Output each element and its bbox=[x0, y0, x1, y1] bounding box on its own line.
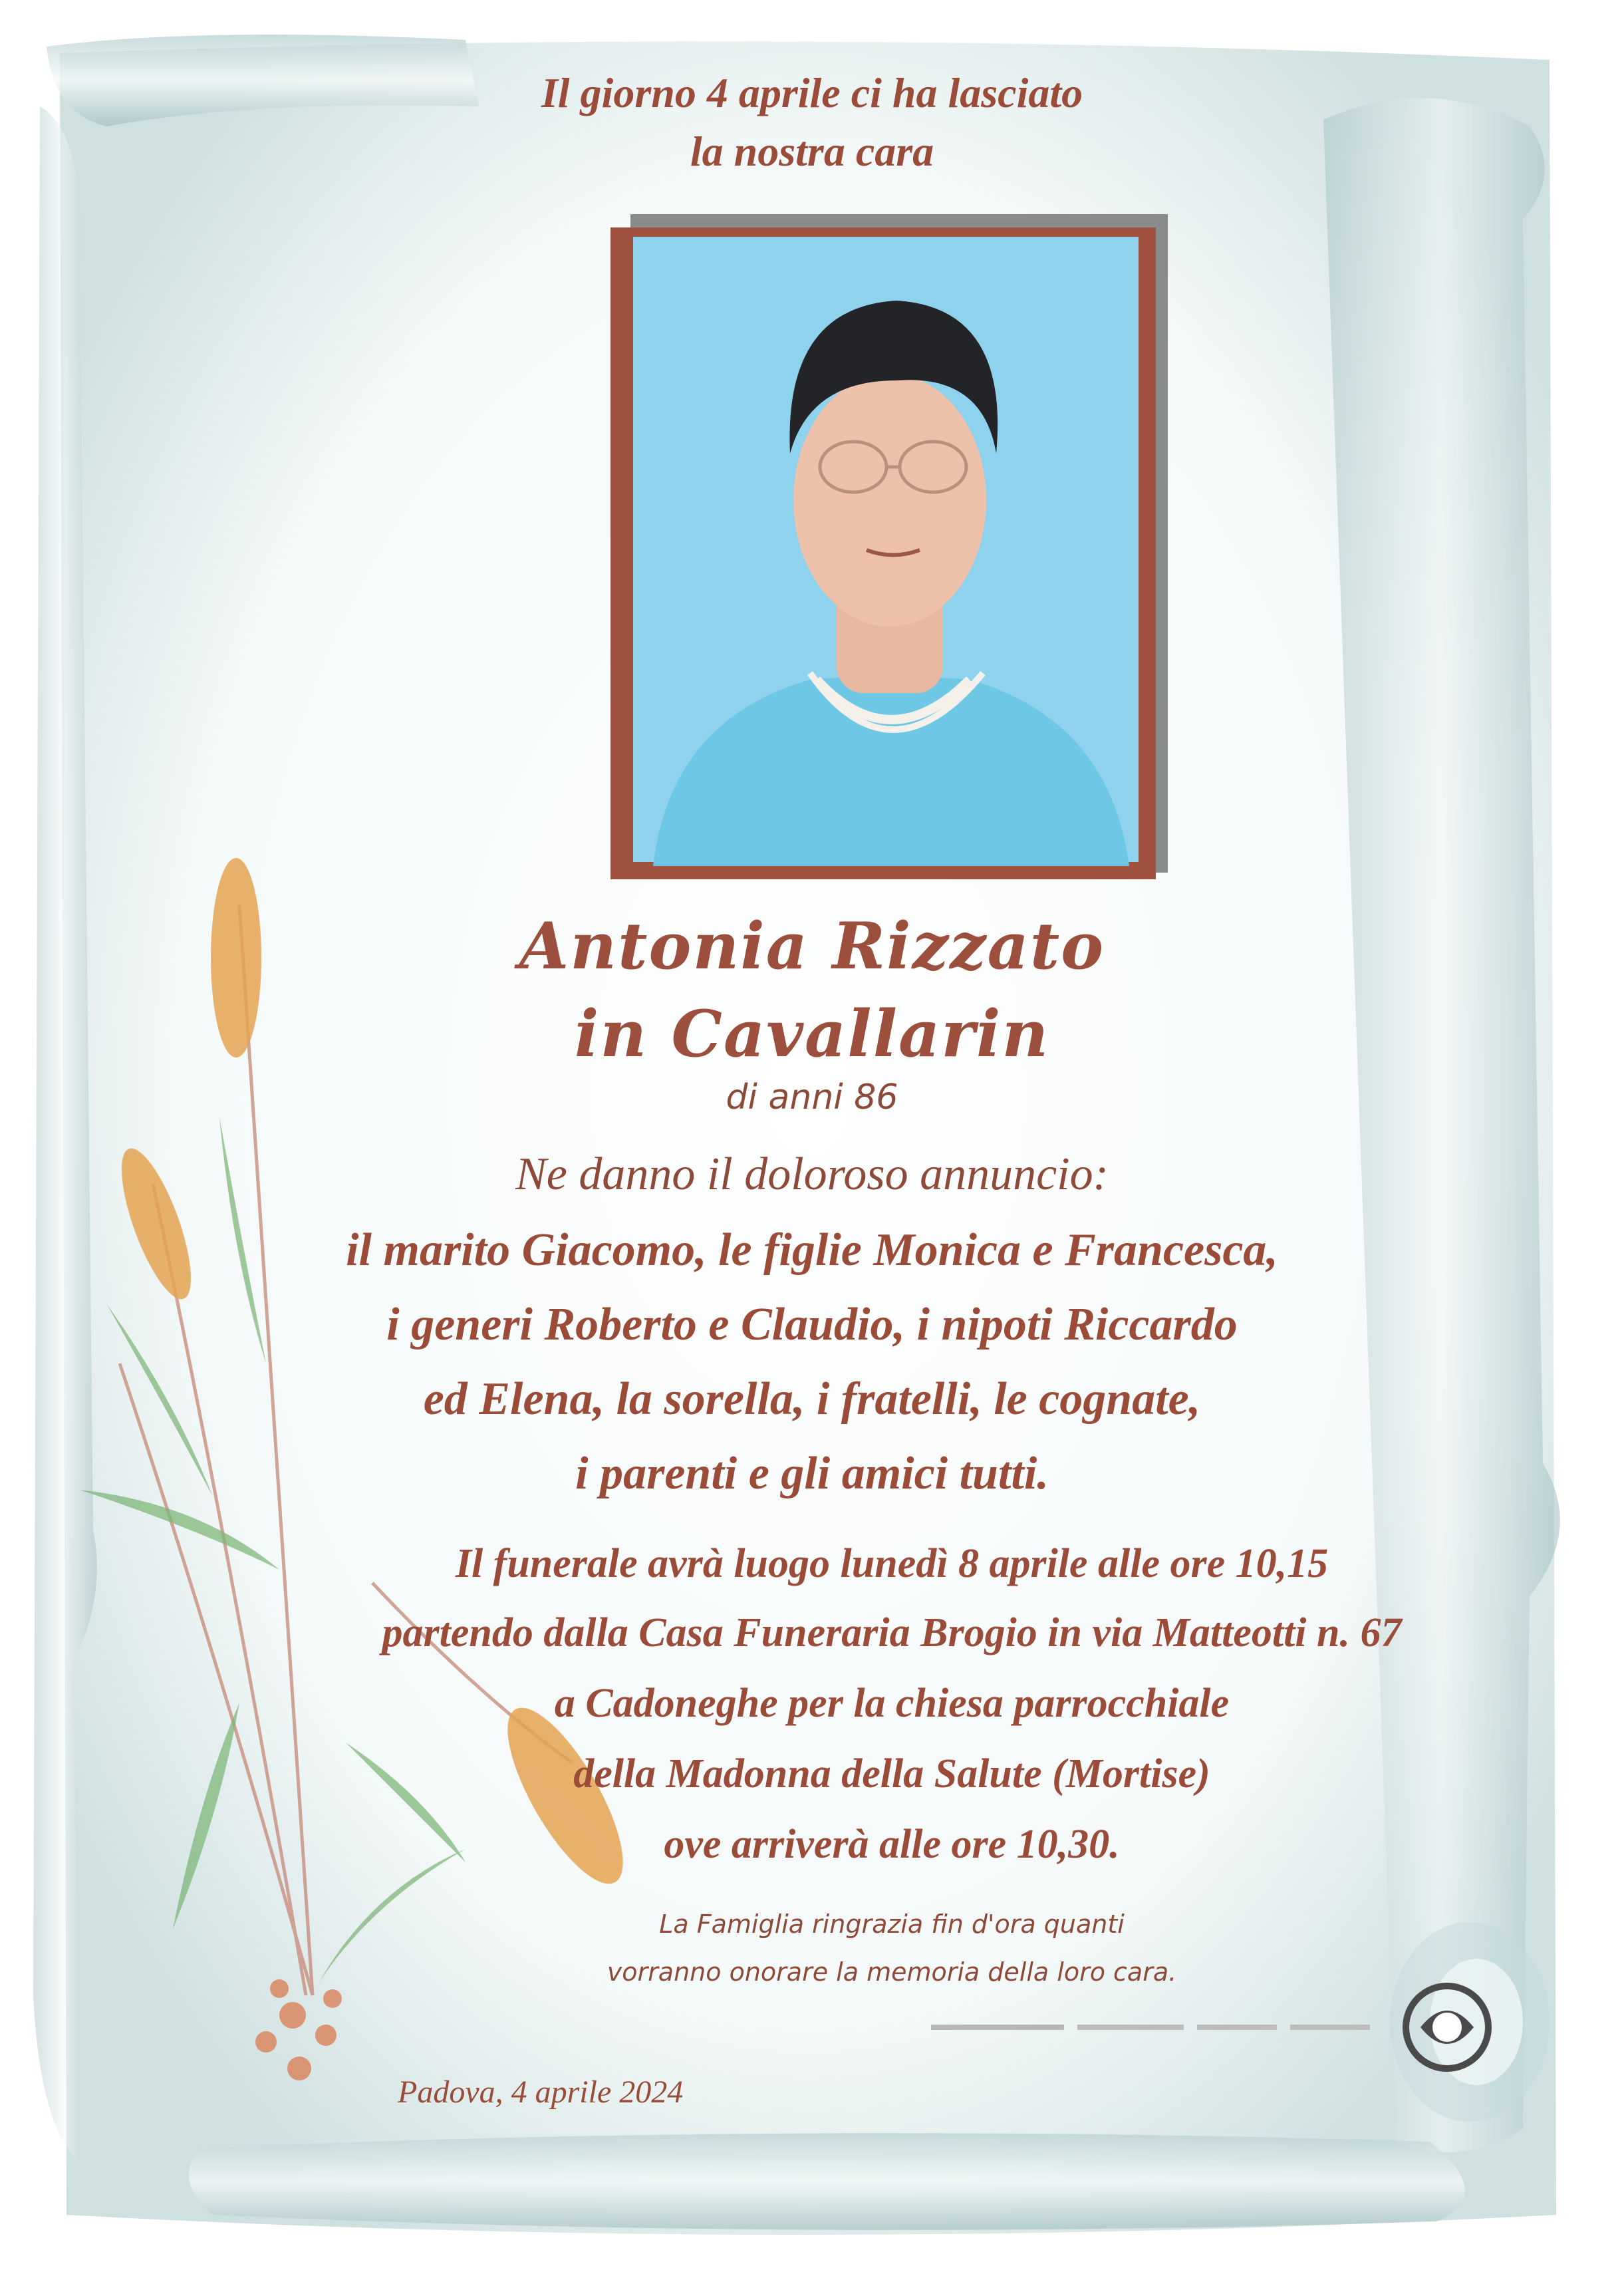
intro-line-2: la nostra cara bbox=[690, 128, 934, 175]
deceased-name: Antonia Rizzato bbox=[519, 909, 1105, 984]
announcement-line: i parenti e gli amici tutti. bbox=[575, 1448, 1049, 1499]
deceased-married-name: in Cavallarin bbox=[574, 996, 1050, 1071]
thanks-line: vorranno onorare la memoria della loro cara. bbox=[607, 1957, 1177, 1987]
agency-contact-strip bbox=[931, 2019, 1383, 2035]
deceased-age: di anni 86 bbox=[726, 1077, 898, 1117]
place-date: Padova, 4 aprile 2024 bbox=[398, 2074, 684, 2110]
announcement-line: i generi Roberto e Claudio, i nipoti Riccardo bbox=[386, 1299, 1238, 1350]
thanks-line: La Famiglia ringrazia fin d'ora quanti bbox=[659, 1910, 1125, 1939]
funeral-line: ove arriverà alle ore 10,30. bbox=[664, 1822, 1120, 1867]
funeral-line: partendo dalla Casa Funeraria Brogio in via Matteotti n. 67 bbox=[382, 1610, 1402, 1655]
announcement-line: ed Elena, la sorella, i fratelli, le cognate, bbox=[423, 1373, 1201, 1425]
funeral-line: della Madonna della Salute (Mortise) bbox=[573, 1751, 1210, 1796]
portrait-photo bbox=[610, 214, 1169, 879]
announcement-lead: Ne danno il doloroso annuncio: bbox=[515, 1149, 1109, 1200]
intro-line-1: Il giorno 4 aprile ci ha lasciato bbox=[541, 69, 1083, 116]
funeral-line: a Cadoneghe per la chiesa parrocchiale bbox=[554, 1681, 1230, 1726]
agency-logo-icon bbox=[1401, 1981, 1494, 2074]
announcement-line: il marito Giacomo, le figlie Monica e Francesca, bbox=[346, 1224, 1278, 1276]
funeral-line: Il funerale avrà luogo lunedì 8 aprile alle ore 10,15 bbox=[455, 1541, 1329, 1586]
